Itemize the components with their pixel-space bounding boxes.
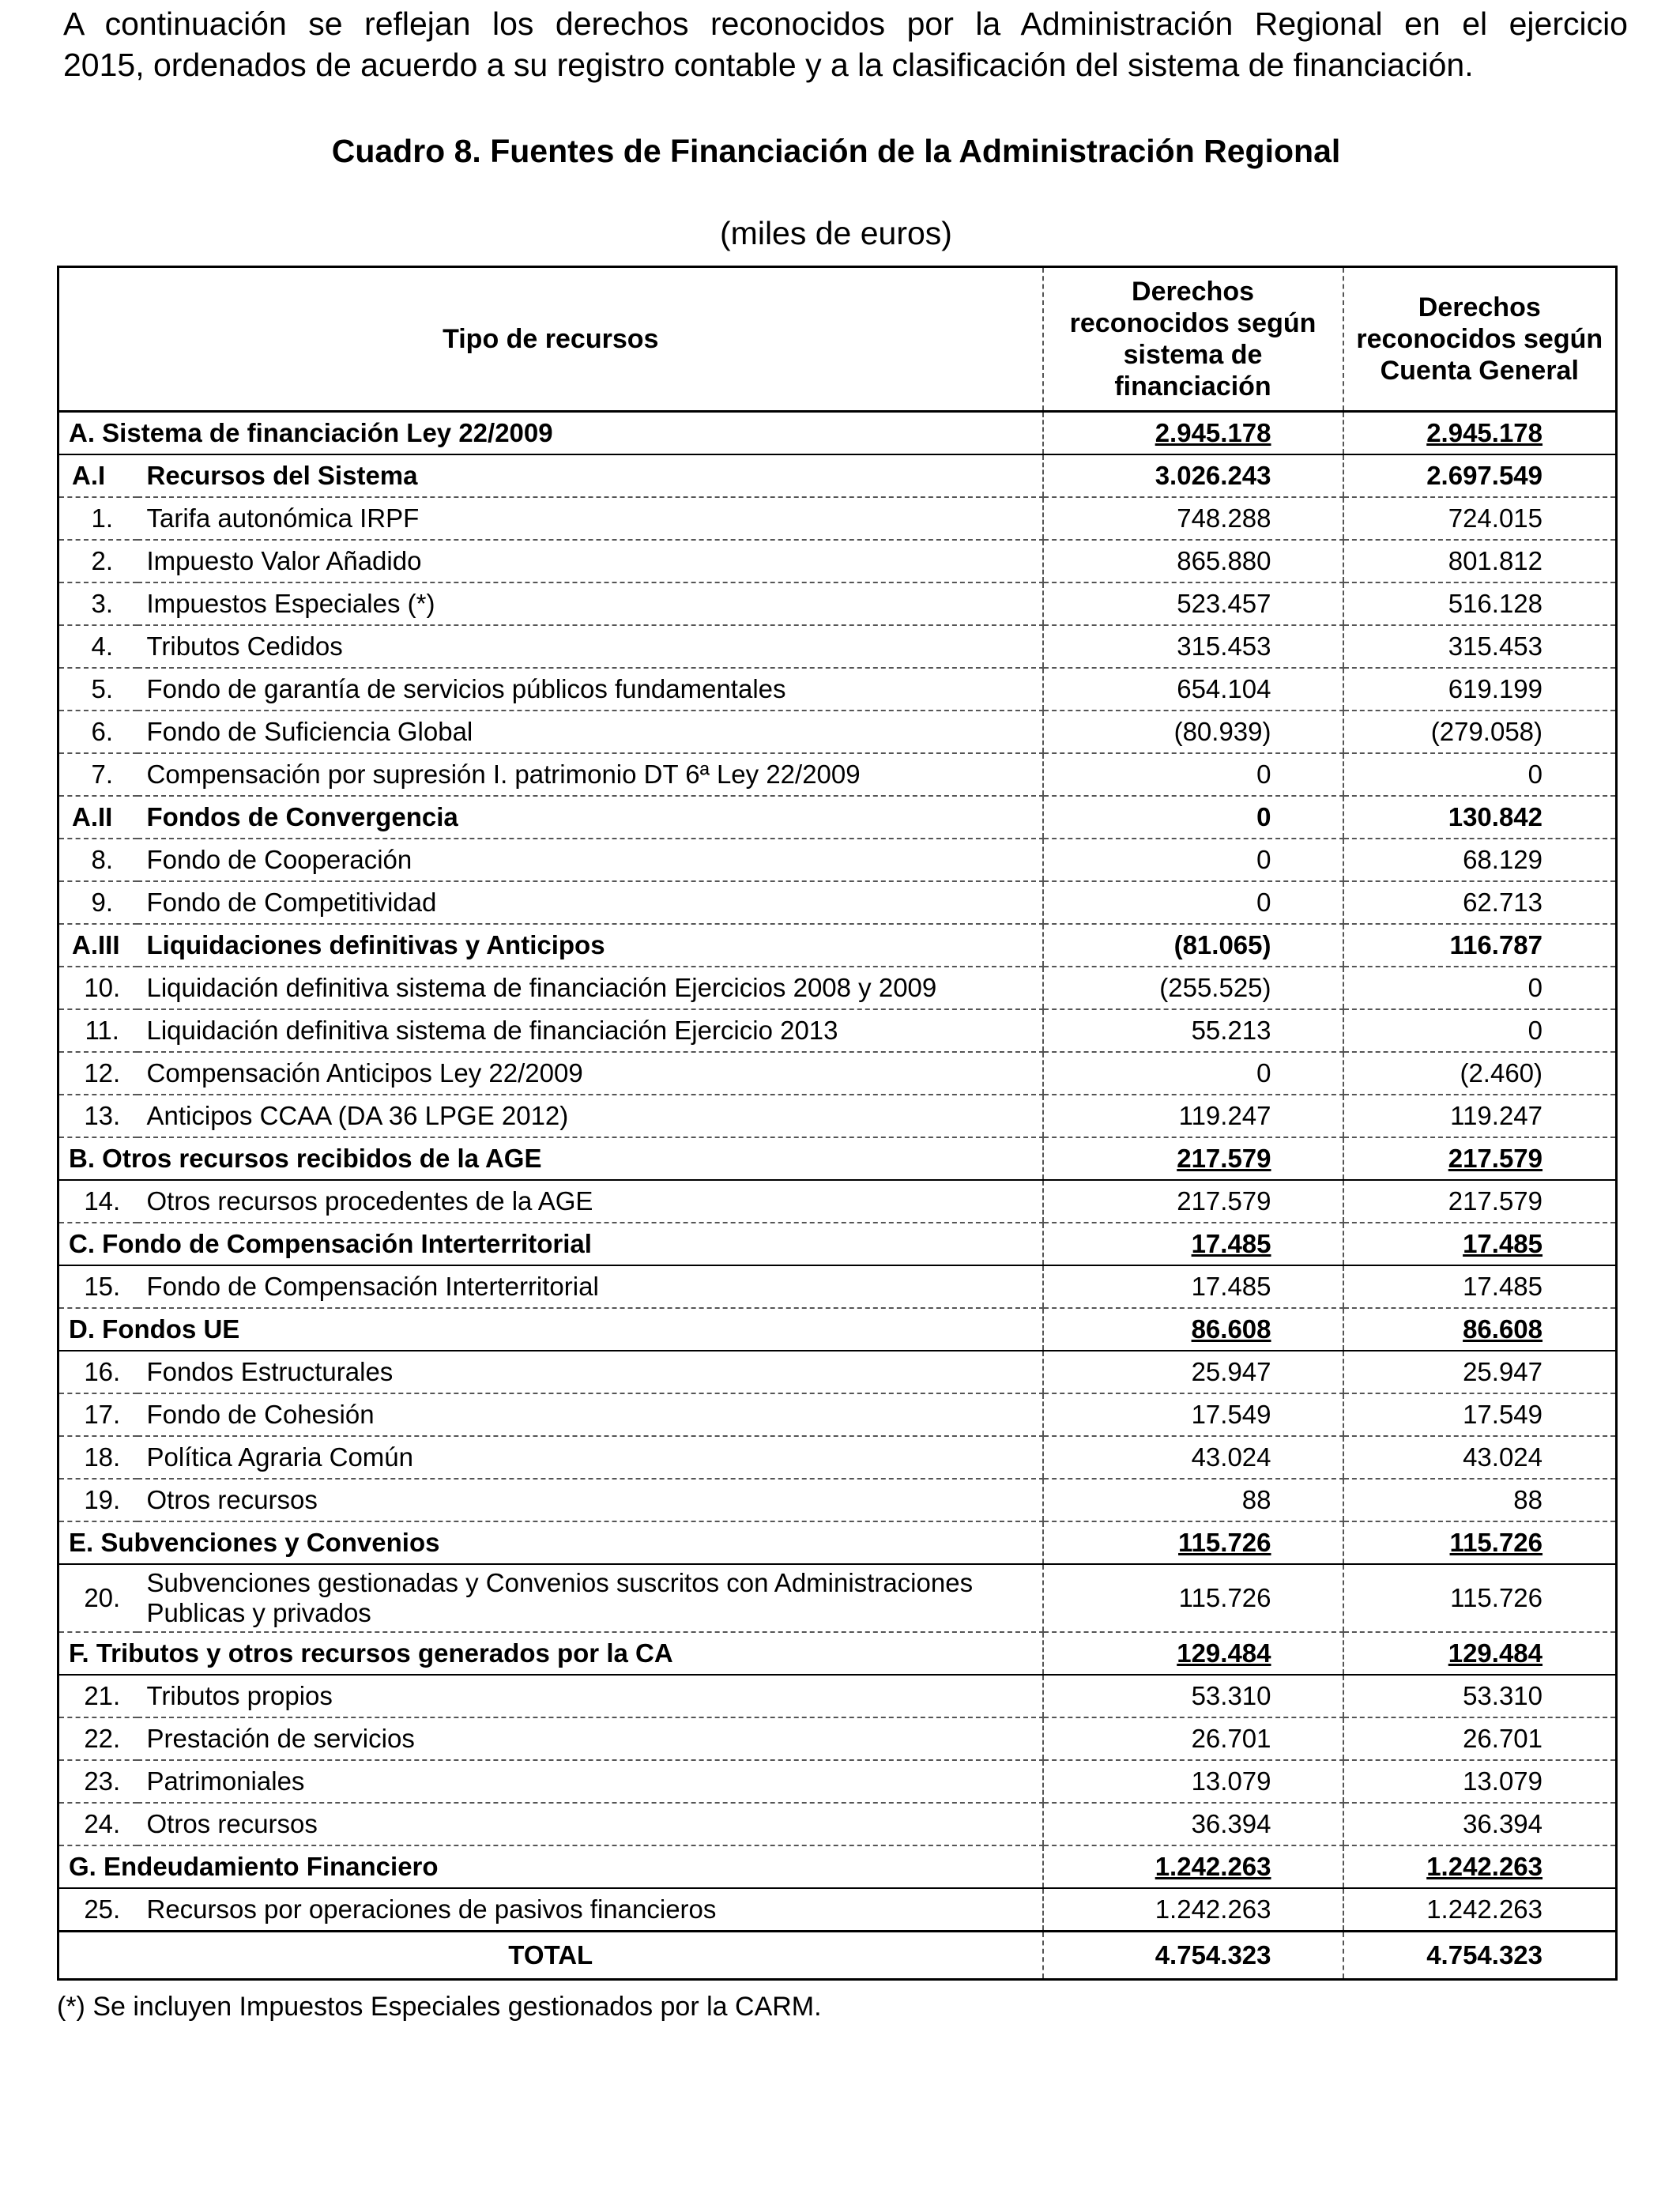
value-sistema: 865.880: [1043, 540, 1343, 582]
table-row: [58, 753, 1617, 796]
value-cuenta-general: 724.015: [1343, 497, 1617, 540]
value-cuenta-general: 0: [1343, 1009, 1617, 1052]
value-sistema: 36.394: [1043, 1803, 1343, 1845]
row-label: Recursos por operaciones de pasivos financieros: [137, 1888, 1043, 1932]
value-sistema: 13.079: [1043, 1760, 1343, 1803]
row-number: 4.: [58, 625, 137, 668]
row-number: 10.: [58, 967, 137, 1009]
row-label: Otros recursos procedentes de la AGE: [137, 1180, 1043, 1223]
table-body: [58, 412, 1617, 1932]
intro-line: 2015, ordenados de acuerdo a su registro contable y a la clasificación del sistema de financiación.: [63, 47, 1474, 83]
value-cuenta-general: 115.726: [1343, 1564, 1617, 1632]
header-col1: Derechos reconocidos según sistema de financiación: [1043, 267, 1343, 412]
value-sistema: 217.579: [1043, 1180, 1343, 1223]
section-label: A. Sistema de financiación Ley 22/2009: [58, 412, 1043, 455]
row-label: Prestación de servicios: [137, 1717, 1043, 1760]
value-cuenta-general: 25.947: [1343, 1351, 1617, 1393]
table-row: [58, 1436, 1617, 1479]
value-sistema: 86.608: [1043, 1308, 1343, 1351]
value-cuenta-general: 130.842: [1343, 796, 1617, 839]
table-row: [58, 625, 1617, 668]
subsection-row: [58, 924, 1617, 967]
value-cuenta-general: 62.713: [1343, 881, 1617, 924]
row-label: Fondos de Convergencia: [137, 796, 1043, 839]
table-row: [58, 1393, 1617, 1436]
subsection-row: [58, 796, 1617, 839]
section-row: [58, 1137, 1617, 1180]
section-row: [58, 1521, 1617, 1564]
value-sistema: 2.945.178: [1043, 412, 1343, 455]
row-number: 20.: [58, 1564, 137, 1632]
value-sistema: 26.701: [1043, 1717, 1343, 1760]
row-number: 1.: [58, 497, 137, 540]
value-sistema: 315.453: [1043, 625, 1343, 668]
row-label: Tarifa autonómica IRPF: [137, 497, 1043, 540]
row-number: 25.: [58, 1888, 137, 1932]
value-cuenta-general: 116.787: [1343, 924, 1617, 967]
value-cuenta-general: 217.579: [1343, 1180, 1617, 1223]
value-sistema: 25.947: [1043, 1351, 1343, 1393]
row-number: 22.: [58, 1717, 137, 1760]
row-label: Otros recursos: [137, 1803, 1043, 1845]
value-cuenta-general: 2.945.178: [1343, 412, 1617, 455]
section-row: [58, 1308, 1617, 1351]
value-cuenta-general: 315.453: [1343, 625, 1617, 668]
value-sistema: (255.525): [1043, 967, 1343, 1009]
row-label: Liquidaciones definitivas y Anticipos: [137, 924, 1043, 967]
value-sistema: 654.104: [1043, 668, 1343, 711]
table-row: [58, 1265, 1617, 1308]
value-cuenta-general: 36.394: [1343, 1803, 1617, 1845]
value-sistema: 17.549: [1043, 1393, 1343, 1436]
table-row: [58, 497, 1617, 540]
value-cuenta-general: 0: [1343, 967, 1617, 1009]
row-number: 11.: [58, 1009, 137, 1052]
row-number: 16.: [58, 1351, 137, 1393]
value-sistema: 0: [1043, 839, 1343, 881]
row-label: Tributos Cedidos: [137, 625, 1043, 668]
table-row: [58, 1095, 1617, 1137]
row-number: 17.: [58, 1393, 137, 1436]
table-row: [58, 1888, 1617, 1932]
value-sistema: 115.726: [1043, 1564, 1343, 1632]
total-row: [58, 1932, 1617, 1980]
row-number: A.III: [58, 924, 137, 967]
row-number: 24.: [58, 1803, 137, 1845]
value-cuenta-general: 119.247: [1343, 1095, 1617, 1137]
value-sistema: 0: [1043, 1052, 1343, 1095]
row-label: Tributos propios: [137, 1675, 1043, 1717]
table-row: [58, 967, 1617, 1009]
section-row: [58, 1632, 1617, 1675]
financing-table: [57, 266, 1618, 1981]
row-label: Política Agraria Común: [137, 1436, 1043, 1479]
table-row: [58, 540, 1617, 582]
section-label: F. Tributos y otros recursos generados por la CA: [58, 1632, 1043, 1675]
row-number: A.II: [58, 796, 137, 839]
value-sistema: 748.288: [1043, 497, 1343, 540]
value-sistema: 115.726: [1043, 1521, 1343, 1564]
section-row: [58, 1845, 1617, 1888]
table-row: [58, 881, 1617, 924]
table-title: Cuadro 8. Fuentes de Financiación de la Administración Regional: [331, 133, 1341, 169]
value-cuenta-general: 68.129: [1343, 839, 1617, 881]
table-row: [58, 711, 1617, 753]
row-number: 23.: [58, 1760, 137, 1803]
value-cuenta-general: 217.579: [1343, 1137, 1617, 1180]
value-cuenta-general: 2.697.549: [1343, 454, 1617, 497]
table-row: [58, 1351, 1617, 1393]
section-row: [58, 1223, 1617, 1265]
value-sistema: 523.457: [1043, 582, 1343, 625]
subsection-row: [58, 454, 1617, 497]
row-label: Fondos Estructurales: [137, 1351, 1043, 1393]
table-row: [58, 839, 1617, 881]
section-row: [58, 412, 1617, 455]
row-number: 5.: [58, 668, 137, 711]
intro-line: A continuación se reflejan los derechos reconocidos por la Administración Regional en el ejercicio: [63, 6, 1628, 42]
row-number: 14.: [58, 1180, 137, 1223]
section-label: G. Endeudamiento Financiero: [58, 1845, 1043, 1888]
value-cuenta-general: 88: [1343, 1479, 1617, 1521]
row-label: Liquidación definitiva sistema de financiación Ejercicios 2008 y 2009: [137, 967, 1043, 1009]
total-value-2: 4.754.323: [1343, 1932, 1617, 1980]
value-cuenta-general: 801.812: [1343, 540, 1617, 582]
row-label: Patrimoniales: [137, 1760, 1043, 1803]
table-row: [58, 1052, 1617, 1095]
row-label: Compensación Anticipos Ley 22/2009: [137, 1052, 1043, 1095]
row-label: Fondo de Compensación Interterritorial: [137, 1265, 1043, 1308]
row-label: Fondo de garantía de servicios públicos fundamentales: [137, 668, 1043, 711]
table-row: [58, 1564, 1617, 1632]
table-row: [58, 668, 1617, 711]
value-sistema: 43.024: [1043, 1436, 1343, 1479]
table-row: [58, 1760, 1617, 1803]
value-cuenta-general: 17.485: [1343, 1223, 1617, 1265]
section-label: E. Subvenciones y Convenios: [58, 1521, 1043, 1564]
value-sistema: (80.939): [1043, 711, 1343, 753]
row-label: Impuesto Valor Añadido: [137, 540, 1043, 582]
row-label: Liquidación definitiva sistema de financiación Ejercicio 2013: [137, 1009, 1043, 1052]
table-header-row: [58, 267, 1617, 412]
row-label: Recursos del Sistema: [137, 454, 1043, 497]
value-sistema: 17.485: [1043, 1265, 1343, 1308]
value-cuenta-general: (279.058): [1343, 711, 1617, 753]
table-row: [58, 1803, 1617, 1845]
value-cuenta-general: 1.242.263: [1343, 1888, 1617, 1932]
row-label: Subvenciones gestionadas y Convenios suscritos con Administraciones Publicas y privados: [137, 1564, 1043, 1632]
value-cuenta-general: 86.608: [1343, 1308, 1617, 1351]
value-cuenta-general: 619.199: [1343, 668, 1617, 711]
value-sistema: 0: [1043, 753, 1343, 796]
row-label: Compensación por supresión I. patrimonio DT 6ª Ley 22/2009: [137, 753, 1043, 796]
value-cuenta-general: (2.460): [1343, 1052, 1617, 1095]
row-number: 8.: [58, 839, 137, 881]
row-number: 7.: [58, 753, 137, 796]
value-cuenta-general: 1.242.263: [1343, 1845, 1617, 1888]
value-cuenta-general: 17.549: [1343, 1393, 1617, 1436]
row-number: 13.: [58, 1095, 137, 1137]
row-number: 15.: [58, 1265, 137, 1308]
value-cuenta-general: 115.726: [1343, 1521, 1617, 1564]
units-caption: (miles de euros): [720, 215, 952, 251]
value-sistema: 1.242.263: [1043, 1845, 1343, 1888]
row-number: 18.: [58, 1436, 137, 1479]
value-cuenta-general: 17.485: [1343, 1265, 1617, 1308]
value-cuenta-general: 129.484: [1343, 1632, 1617, 1675]
section-label: D. Fondos UE: [58, 1308, 1043, 1351]
value-sistema: 55.213: [1043, 1009, 1343, 1052]
total-value-1: 4.754.323: [1043, 1932, 1343, 1980]
value-sistema: 129.484: [1043, 1632, 1343, 1675]
table-row: [58, 1717, 1617, 1760]
value-sistema: 0: [1043, 881, 1343, 924]
value-sistema: 217.579: [1043, 1137, 1343, 1180]
row-label: Fondo de Suficiencia Global: [137, 711, 1043, 753]
value-sistema: 119.247: [1043, 1095, 1343, 1137]
row-number: 3.: [58, 582, 137, 625]
table-row: [58, 1009, 1617, 1052]
row-number: 19.: [58, 1479, 137, 1521]
value-sistema: 1.242.263: [1043, 1888, 1343, 1932]
value-cuenta-general: 13.079: [1343, 1760, 1617, 1803]
value-cuenta-general: 0: [1343, 753, 1617, 796]
table-row: [58, 1675, 1617, 1717]
row-number: 9.: [58, 881, 137, 924]
table-row: [58, 1479, 1617, 1521]
row-number: 12.: [58, 1052, 137, 1095]
value-sistema: 3.026.243: [1043, 454, 1343, 497]
value-sistema: (81.065): [1043, 924, 1343, 967]
value-cuenta-general: 26.701: [1343, 1717, 1617, 1760]
value-cuenta-general: 516.128: [1343, 582, 1617, 625]
row-label: Fondo de Cooperación: [137, 839, 1043, 881]
section-label: B. Otros recursos recibidos de la AGE: [58, 1137, 1043, 1180]
row-number: 6.: [58, 711, 137, 753]
section-label: C. Fondo de Compensación Interterritorial: [58, 1223, 1043, 1265]
row-label: Fondo de Competitividad: [137, 881, 1043, 924]
value-cuenta-general: 43.024: [1343, 1436, 1617, 1479]
value-sistema: 17.485: [1043, 1223, 1343, 1265]
value-cuenta-general: 53.310: [1343, 1675, 1617, 1717]
row-label: Fondo de Cohesión: [137, 1393, 1043, 1436]
row-number: A.I: [58, 454, 137, 497]
footnote: (*) Se incluyen Impuestos Especiales gestionados por la CARM.: [57, 1992, 822, 2022]
table-row: [58, 582, 1617, 625]
total-label: TOTAL: [58, 1932, 1043, 1980]
row-label: Anticipos CCAA (DA 36 LPGE 2012): [137, 1095, 1043, 1137]
intro-paragraph: [63, 3, 1628, 85]
row-number: 2.: [58, 540, 137, 582]
value-sistema: 53.310: [1043, 1675, 1343, 1717]
table-row: [58, 1180, 1617, 1223]
header-tipo: Tipo de recursos: [58, 267, 1043, 412]
value-sistema: 0: [1043, 796, 1343, 839]
row-label: Impuestos Especiales (*): [137, 582, 1043, 625]
row-label: Otros recursos: [137, 1479, 1043, 1521]
row-number: 21.: [58, 1675, 137, 1717]
value-sistema: 88: [1043, 1479, 1343, 1521]
header-col2: Derechos reconocidos según Cuenta General: [1343, 267, 1617, 412]
